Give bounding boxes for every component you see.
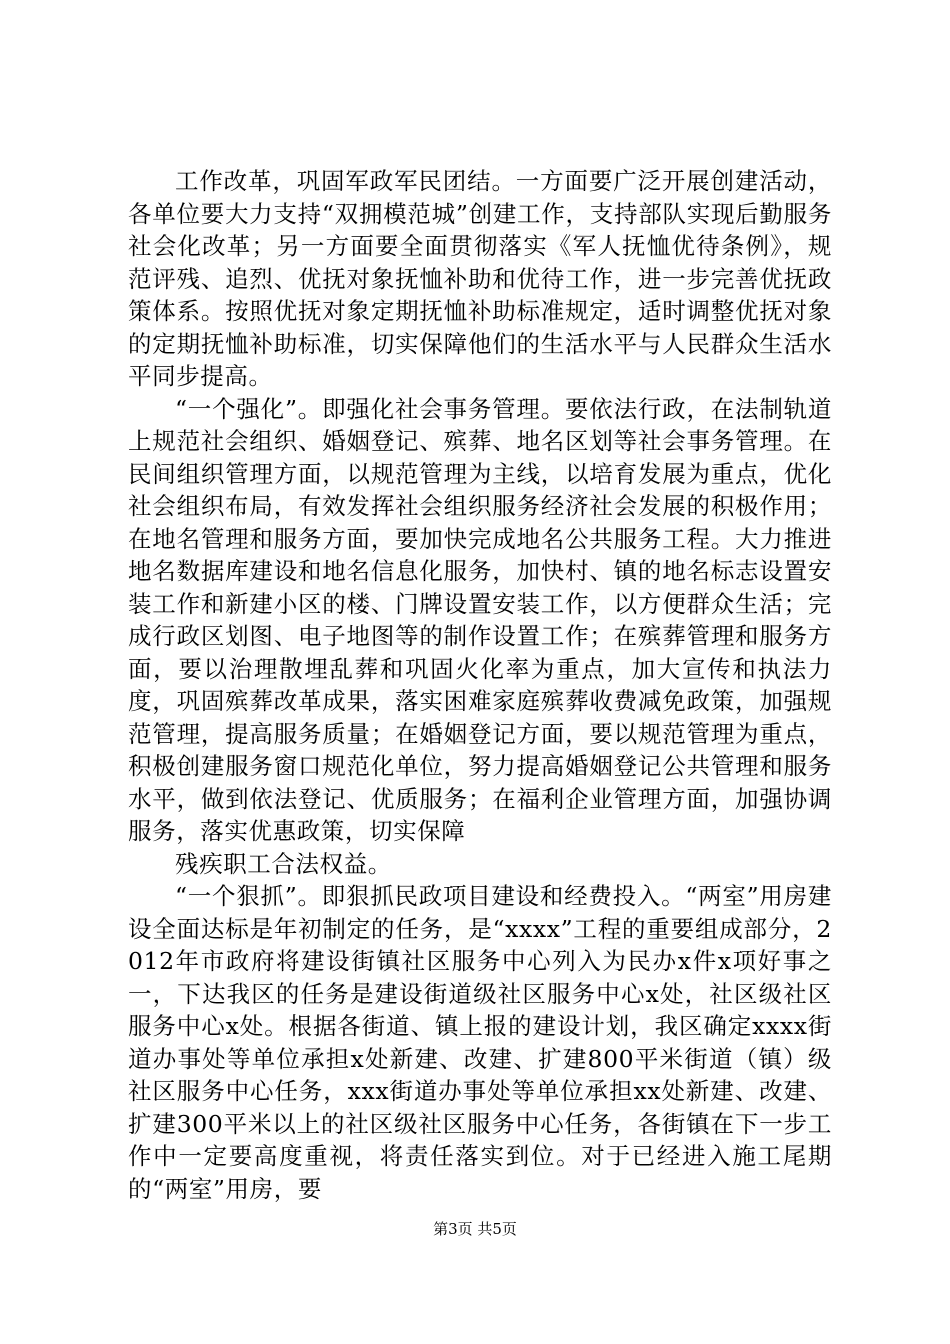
paragraph-projects: “一个狠抓”。即狠抓民政项目建设和经费投入。“两室”用房建设全面达标是年初制定的任务，是“xxxx”工程的重要组成部分，2012年市政府将建设街镇社区服务中心列入为民办x件x项好事之一，下达我区的任务是建设街道级社区服务中心x处，社区级社区服务中心x处。根据各街道、镇上报的建设计划，我区确定xxxx街道办事处等单位承担x处新建、改建、扩建800平米街道（镇）级社区服务中心任务，xxx街道办事处等单位承担xx处新建、改建、扩建300平米以上的社区级社区服务中心任务，各街镇在下一步工作中一定要高度重视，将责任落实到位。对于已经进入施工尾期的“两室”用房，要: [128, 882, 832, 1203]
paragraph-continuation: 工作改革，巩固军政军民团结。一方面要广泛开展创建活动，各单位要大力支持“双拥模范城”创建工作，支持部队实现后勤服务社会化改革；另一方面要全面贯彻落实《军人抚恤优待条例》，规范评残、追烈、优抚对象抚恤补助和优待工作，进一步完善优抚政策体系。按照优抚对象定期抚恤补助标准规定，适时调整优抚对象的定期抚恤补助标准，切实保障他们的生活水平与人民群众生活水平同步提高。: [128, 167, 832, 390]
page-number-footer: 第3页 共5页: [433, 1220, 517, 1238]
body-text: [128, 165, 832, 1205]
paragraph-social-affairs: “一个强化”。即强化社会事务管理。要依法行政，在法制轨道上规范社会组织、婚姻登记、殡葬、地名区划等社会事务管理。在民间组织管理方面，以规范管理为主线，以培育发展为重点，优化社会组织布局，有效发挥社会组织服务经济社会发展的积极作用；在地名管理和服务方面，要加快完成地名公共服务工程。大力推进地名数据库建设和地名信息化服务，加快村、镇的地名标志设置安装工作和新建小区的楼、门牌设置安装工作，以方便群众生活；完成行政区划图、电子地图等的制作设置工作；在殡葬管理和服务方面，要以治理散埋乱葬和巩固火化率为重点，加大宣传和执法力度，巩固殡葬改革成果，落实困难家庭殡葬收费减免政策，加强规范管理，提高服务质量；在婚姻登记方面，要以规范管理为重点，积极创建服务窗口规范化单位，努力提高婚姻登记公共管理和服务水平，做到依法登记、优质服务；在福利企业管理方面，加强协调服务，落实优惠政策，切实保障: [128, 394, 832, 845]
paragraph-disabled-workers: 残疾职工合法权益。: [175, 849, 392, 878]
